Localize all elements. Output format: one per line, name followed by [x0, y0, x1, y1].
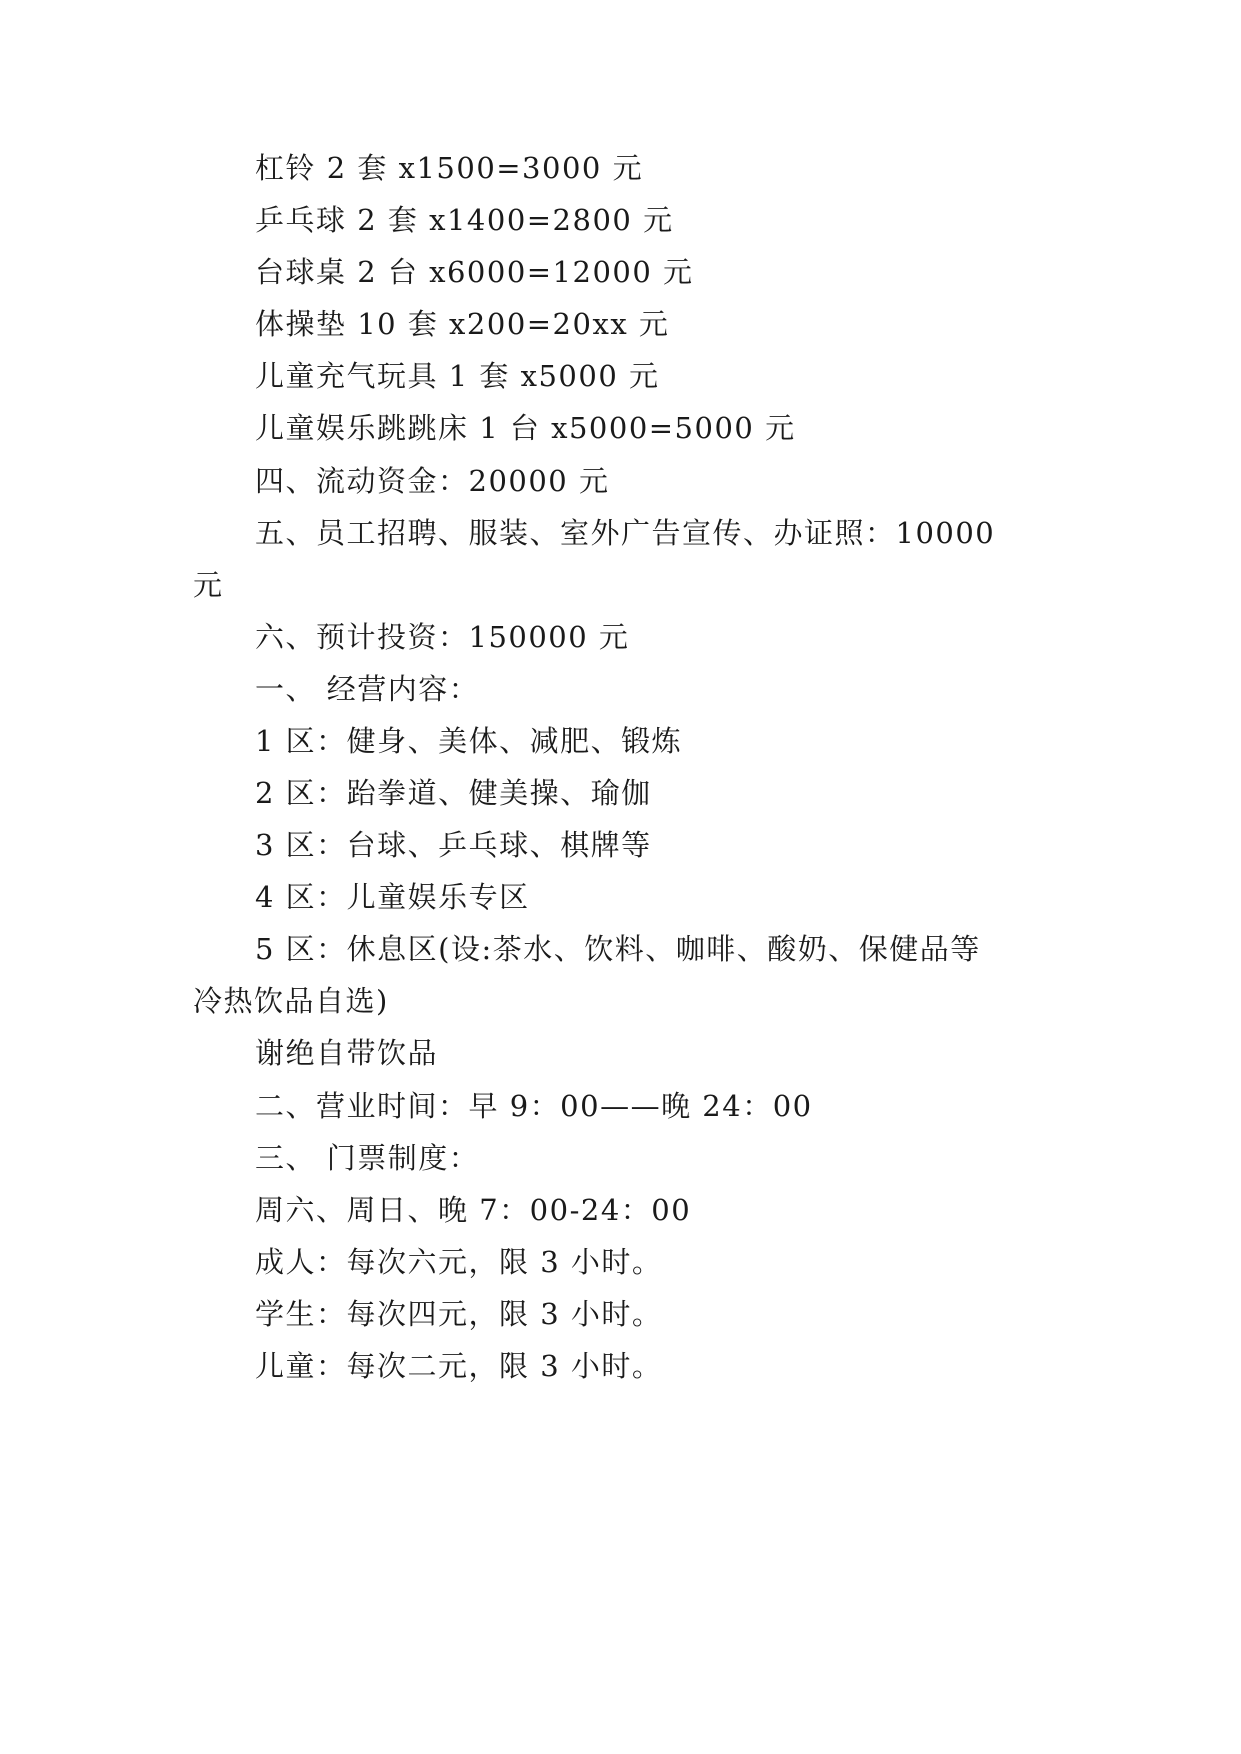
equipment-barbell: 杠铃 2 套 x1500=3000 元 [255, 151, 644, 185]
section-heading-ticket-policy: 三、 门票制度： [255, 1141, 480, 1175]
weekend-hours: 周六、周日、晚 7：00-24：00 [255, 1193, 692, 1227]
ticket-student: 学生：每次四元，限 3 小时。 [255, 1297, 663, 1331]
section-heading-business-content: 一、 经营内容： [255, 672, 480, 706]
zone-3: 3 区：台球、乒乓球、棋牌等 [255, 828, 652, 862]
zone-1: 1 区：健身、美体、减肥、锻炼 [255, 724, 683, 758]
estimated-investment: 六、预计投资：150000 元 [255, 620, 630, 654]
equipment-gym-mat: 体操垫 10 套 x200=20xx 元 [255, 307, 670, 341]
ticket-child: 儿童：每次二元，限 3 小时。 [255, 1349, 663, 1383]
equipment-billiard-table: 台球桌 2 台 x6000=12000 元 [255, 255, 694, 289]
equipment-pingpong: 乒乓球 2 套 x1400=2800 元 [255, 203, 674, 237]
staff-and-advertising-cost-continued: 元 [193, 568, 224, 602]
staff-and-advertising-cost: 五、员工招聘、服装、室外广告宣传、办证照：10000 [255, 516, 996, 550]
equipment-trampoline: 儿童娱乐跳跳床 1 台 x5000=5000 元 [255, 411, 796, 445]
equipment-inflatable-toy: 儿童充气玩具 1 套 x5000 元 [255, 359, 660, 393]
zone-2: 2 区：跆拳道、健美操、瑜伽 [255, 776, 652, 810]
zone-4: 4 区：儿童娱乐专区 [255, 880, 530, 914]
no-outside-drinks-note: 谢绝自带饮品 [255, 1036, 439, 1070]
business-hours: 二、营业时间：早 9：00——晚 24：00 [255, 1089, 813, 1123]
zone-5: 5 区：休息区(设:茶水、饮料、咖啡、酸奶、保健品等 [255, 932, 981, 966]
zone-5-continued: 冷热饮品自选) [193, 984, 389, 1018]
working-capital: 四、流动资金：20000 元 [255, 464, 610, 498]
ticket-adult: 成人：每次六元，限 3 小时。 [255, 1245, 663, 1279]
